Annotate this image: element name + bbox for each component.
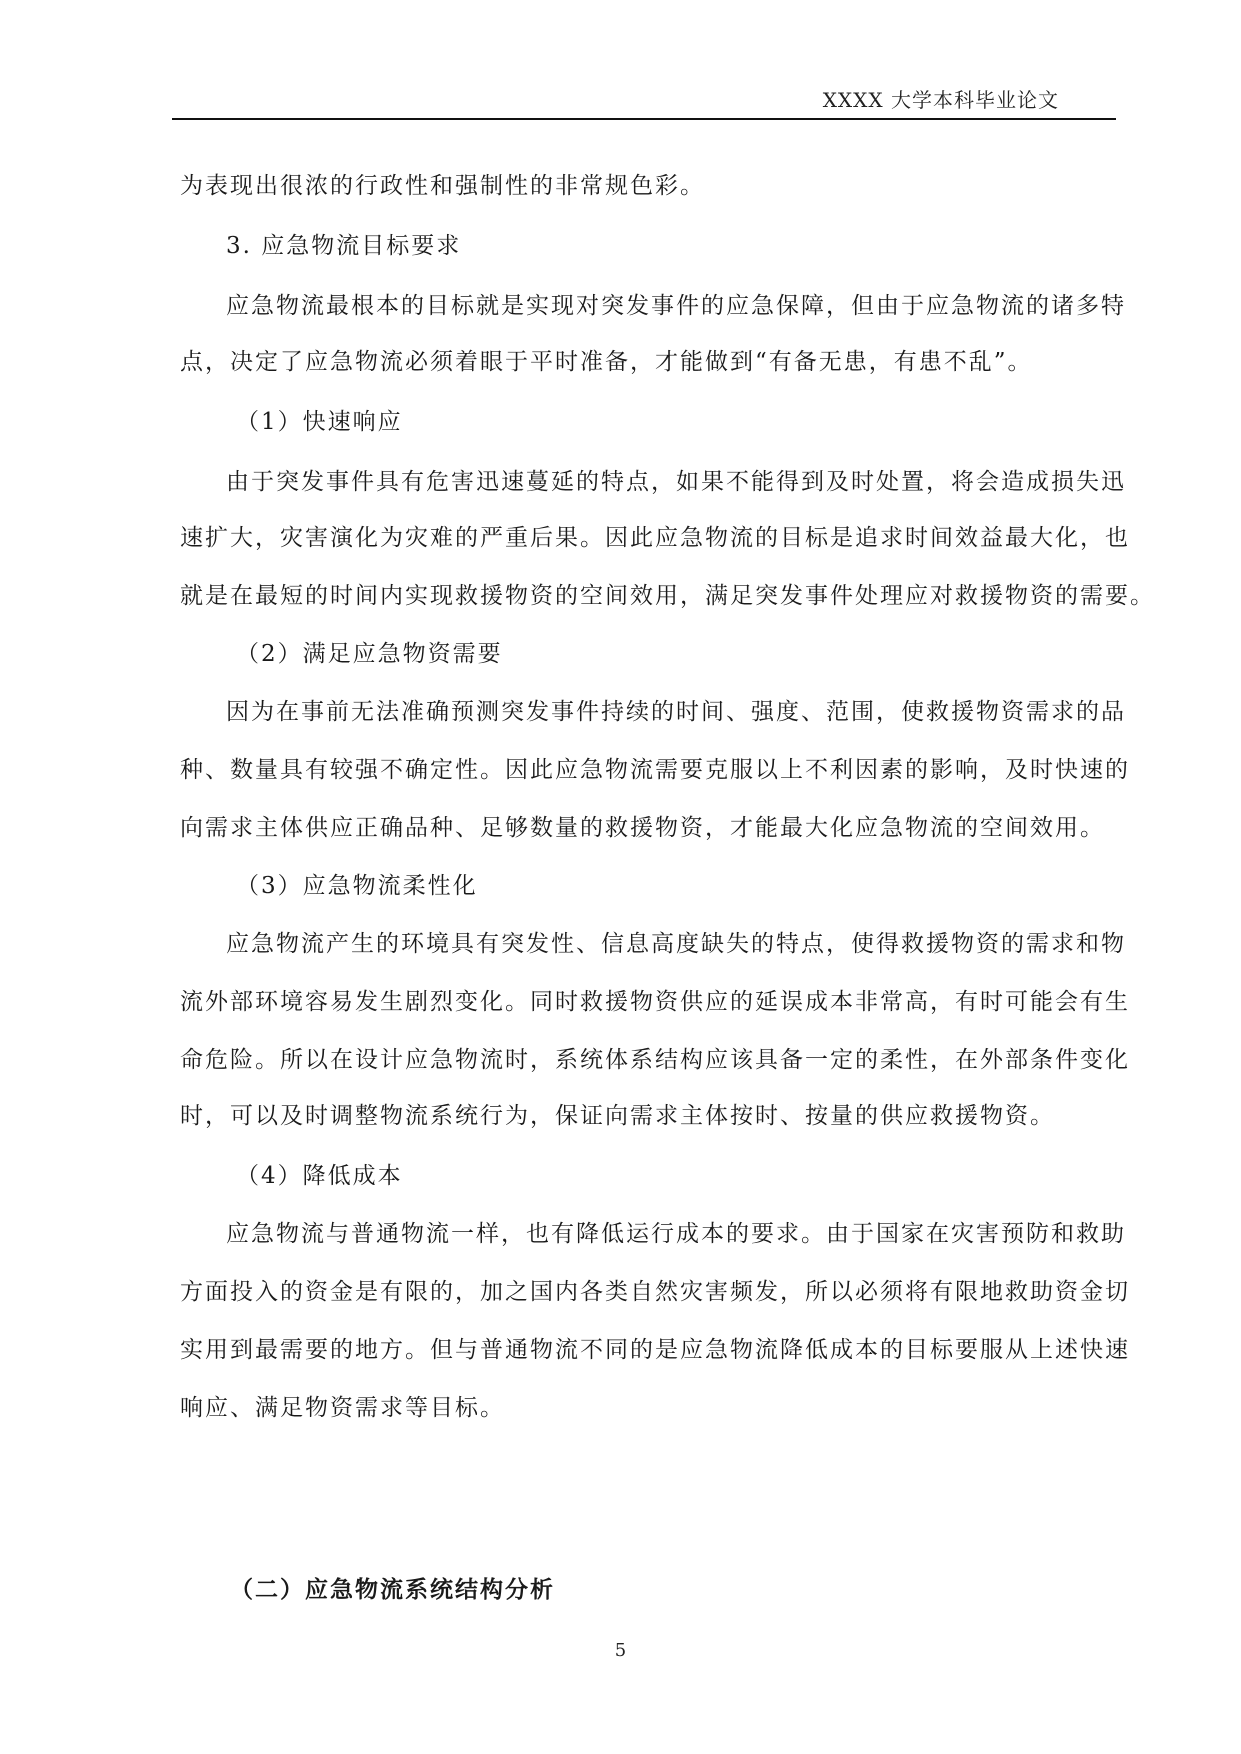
paragraph-line: 因为在事前无法准确预测突发事件持续的时间、强度、范围，使救援物资需求的品 xyxy=(226,699,1126,725)
paragraph-line: 时，可以及时调整物流系统行为，保证向需求主体按时、按量的供应救援物资。 xyxy=(180,1103,1055,1129)
paragraph-line: 响应、满足物资需求等目标。 xyxy=(180,1395,505,1421)
header-divider xyxy=(172,118,1116,120)
subheading-meet-supply-needs: （2）满足应急物资需要 xyxy=(236,641,503,667)
paragraph-line: 方面投入的资金是有限的，加之国内各类自然灾害频发，所以必须将有限地救助资金切 xyxy=(180,1279,1130,1305)
paragraph-line: 为表现出很浓的行政性和强制性的非常规色彩。 xyxy=(180,173,705,199)
paragraph-line: 种、数量具有较强不确定性。因此应急物流需要克服以上不利因素的影响，及时快速的 xyxy=(180,757,1130,783)
paragraph-line: 速扩大，灾害演化为灾难的严重后果。因此应急物流的目标是追求时间效益最大化，也 xyxy=(180,525,1130,551)
subheading-target-requirements: 3. 应急物流目标要求 xyxy=(226,233,462,259)
paragraph-line: 流外部环境容易发生剧烈变化。同时救援物资供应的延误成本非常高，有时可能会有生 xyxy=(180,989,1130,1015)
subheading-flexibility: （3）应急物流柔性化 xyxy=(236,873,478,899)
section-heading: （二）应急物流系统结构分析 xyxy=(230,1577,555,1603)
paragraph-line: 应急物流与普通物流一样，也有降低运行成本的要求。由于国家在灾害预防和救助 xyxy=(226,1221,1126,1247)
paragraph-line: 就是在最短的时间内实现救援物资的空间效用，满足突发事件处理应对救援物资的需要。 xyxy=(180,583,1155,609)
paragraph-line: 实用到最需要的地方。但与普通物流不同的是应急物流降低成本的目标要服从上述快速 xyxy=(180,1337,1130,1363)
paragraph-line: 向需求主体供应正确品种、足够数量的救援物资，才能最大化应急物流的空间效用。 xyxy=(180,815,1105,841)
paragraph-line: 应急物流最根本的目标就是实现对突发事件的应急保障，但由于应急物流的诸多特 xyxy=(226,293,1126,319)
paragraph-line: 应急物流产生的环境具有突发性、信息高度缺失的特点，使得救援物资的需求和物 xyxy=(226,931,1126,957)
subheading-fast-response: （1）快速响应 xyxy=(236,409,403,435)
paragraph-line: 命危险。所以在设计应急物流时，系统体系结构应该具备一定的柔性，在外部条件变化 xyxy=(180,1047,1130,1073)
subheading-reduce-cost: （4）降低成本 xyxy=(236,1163,403,1189)
paragraph-line: 点，决定了应急物流必须着眼于平时准备，才能做到“有备无患，有患不乱”。 xyxy=(180,349,1033,375)
running-header-title: XXXX 大学本科毕业论文 xyxy=(822,88,1059,112)
paragraph-line: 由于突发事件具有危害迅速蔓延的特点，如果不能得到及时处置，将会造成损失迅 xyxy=(226,469,1126,495)
page-number: 5 xyxy=(614,1640,627,1661)
